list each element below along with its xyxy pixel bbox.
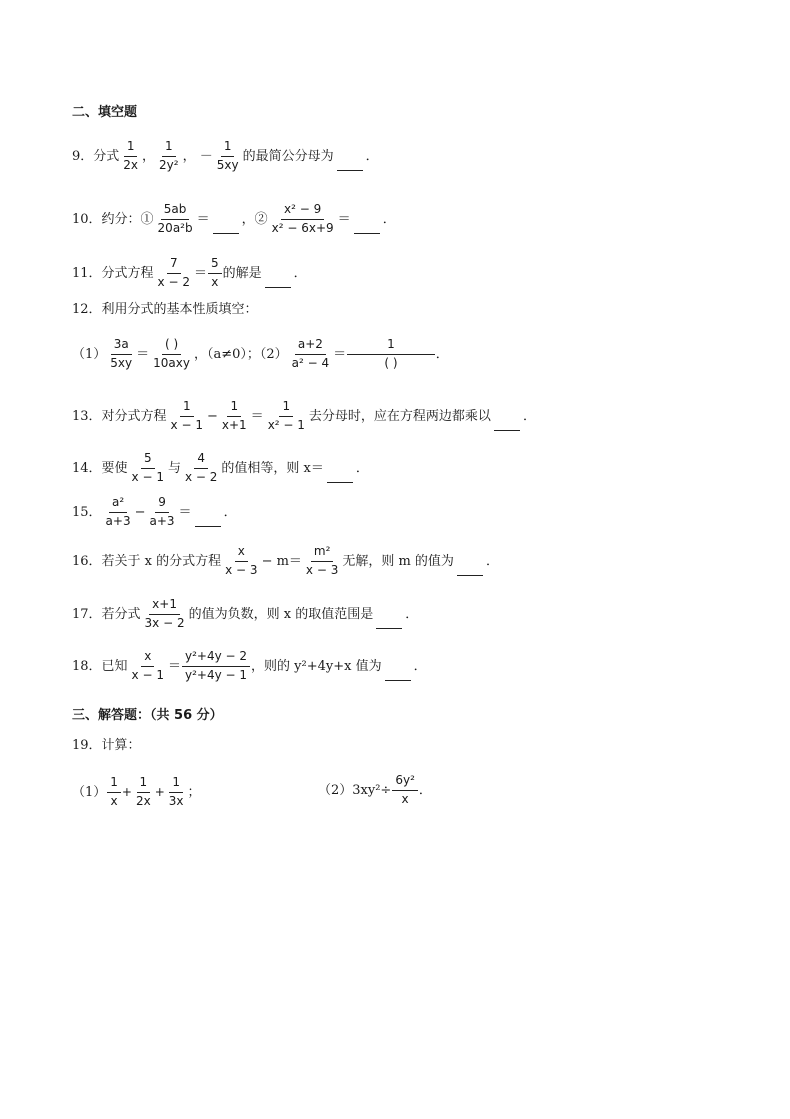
q13-prefix: 13．对分式方程 [72,408,167,424]
q12-f4-num: 1 [347,338,435,355]
q17-suffix: 的值为负数，则 x 的取值范围是 [188,606,374,622]
q14-fraction-2 [182,452,220,485]
q15-answer-blank[interactable] [195,525,221,527]
q11-f2-den: x [211,274,219,289]
q14-mid: 与 [167,460,181,476]
q13-eq: ＝ [250,408,264,424]
q18-f2-num: y²+4y − 2 [182,650,250,667]
q9-answer-blank[interactable] [337,169,363,171]
q16-op: − m＝ [261,553,302,569]
q18-f1-num: x [141,650,154,667]
q10-f1-num: 5ab [161,203,190,220]
q14-end: ． [355,460,369,476]
q10-fraction-1 [155,203,196,236]
q12-f1-num: 3a [111,338,132,355]
q16-suffix: 无解，则 m 的值为 [342,553,454,569]
q18-fraction-1 [129,650,167,683]
q11-f1-num: 7 [167,257,181,274]
q13-f1-num: 1 [180,400,194,417]
q12-fraction-1 [107,338,135,371]
q19a-op-2: + [154,785,165,800]
q19-part-2-label: （2）3xy²÷ [318,782,392,798]
q12-eq-1: ＝ [136,346,150,362]
q17-prefix: 17．若分式 [72,606,141,622]
q16-fraction-1 [222,545,260,578]
question-12-parts [72,338,449,371]
q13-f1-den: x − 1 [170,417,203,432]
q11-suffix: 的解是 [222,265,262,281]
q18-suffix: ，则的 y²+4y+x 值为 [251,658,382,674]
q10-prefix: 10．约分：① [72,211,154,227]
q16-f1-num: x [235,545,248,562]
q15-fraction-2 [147,496,178,529]
question-18 [72,650,427,683]
question-17 [72,598,418,631]
q12-fraction-3 [289,338,332,371]
q9-prefix: 9．分式 [72,148,120,164]
q9-sep1: ， [142,148,156,164]
q19-text: 19．计算： [72,738,141,753]
q9-f1-num: 1 [124,140,138,157]
q17-f1-num: x+1 [149,598,180,615]
q16-end: ． [485,553,499,569]
q18-eq: ＝ [167,658,181,674]
question-19-part-2 [318,774,432,807]
q9-f2-den: 2y² [159,157,179,172]
q13-fraction-1 [168,400,206,433]
q9-f2-num: 1 [162,140,176,157]
q13-f2-num: 1 [227,400,241,417]
q10-fraction-2 [269,203,337,236]
q18-f1-den: x − 1 [131,667,164,682]
section-3-heading [72,709,223,722]
q17-end: ． [405,606,419,622]
q9-sep2: ， － [182,148,213,164]
q13-suffix: 去分母时，应在方程两边都乘以 [308,408,491,424]
q9-suffix: 的最简公分母为 [242,148,334,164]
q19a-fraction-2 [133,776,154,809]
q9-end: ． [365,148,379,164]
q19a-f3-num: 1 [169,776,183,793]
q16-f2-num: m² [311,545,334,562]
q12-f3-num: a+2 [295,338,326,355]
q12-text: 12．利用分式的基本性质填空： [72,302,258,317]
q16-f1-den: x − 3 [225,562,258,577]
q10-f1-den: 20a²b [157,220,193,235]
q17-fraction-1 [142,598,188,631]
q9-fraction-1 [120,140,141,173]
q18-end: ． [413,658,427,674]
q12-f4-den-blank[interactable]: ( ) [384,355,398,370]
q13-op: − [206,408,218,424]
q19a-f2-den: 2x [135,793,151,808]
q15-eq: ＝ [178,504,192,520]
q14-f2-den: x − 2 [184,469,218,484]
q19b-f1-num: 6y² [392,774,418,791]
q19-part-1-label: （1） [72,784,107,800]
q18-f2-den: y²+4y − 1 [184,667,248,682]
q11-fraction-2 [208,257,222,290]
q10-f2-den: x² − 6x+9 [271,220,334,235]
q12-f3-den: a² − 4 [291,355,330,370]
q10-answer-blank-1[interactable] [213,232,239,234]
q15-prefix: 15． [72,504,102,520]
q19a-f2-num: 1 [137,776,151,793]
q11-end: ． [293,265,307,281]
q9-fraction-3 [214,140,242,173]
q19a-fraction-3 [166,776,187,809]
q19a-f1-num: 1 [107,776,121,793]
question-14 [72,452,369,485]
q14-fraction-1 [129,452,167,485]
q12-fraction-2 [150,338,193,371]
q17-answer-blank[interactable] [376,627,402,629]
q12-f2-den: 10axy [153,355,190,370]
q12-fraction-4 [347,338,435,371]
q13-f3-den: x² − 1 [267,417,305,432]
q16-fraction-2 [303,545,341,578]
q11-answer-blank[interactable] [265,286,291,288]
q14-f2-num: 4 [194,452,208,469]
q19b-f1-den: x [401,791,409,806]
q10-eq-2: ＝ [337,211,351,227]
q15-f2-num: 9 [155,496,169,513]
q19a-f1-den: x [110,793,118,808]
q19b-end: ． [418,782,432,798]
q13-f3-num: 1 [279,400,293,417]
q10-answer-blank-2[interactable] [354,232,380,234]
q17-f1-den: 3x − 2 [144,615,185,630]
q13-fraction-3 [265,400,308,433]
section-3-title: 三、解答题：（共 56 分） [72,708,223,723]
q14-suffix: 的值相等，则 x＝ [221,460,324,476]
q18-answer-blank[interactable] [385,679,411,681]
q11-f1-den: x − 2 [157,274,190,289]
q15-f1-den: a+3 [105,513,131,528]
question-9 [72,140,379,173]
q19b-fraction-1 [392,774,418,807]
q15-f2-den: a+3 [149,513,175,528]
q14-prefix: 14．要使 [72,460,128,476]
question-19 [72,739,141,752]
question-11 [72,257,307,290]
q11-f2-num: 5 [208,257,222,274]
q13-end: ． [522,408,536,424]
q14-f1-den: x − 1 [131,469,164,484]
question-16 [72,545,499,578]
q12-f2-num-blank[interactable]: ( ) [162,338,181,355]
q12-condition: ，（a≠0）；（2） [193,346,288,362]
q16-prefix: 16．若关于 x 的分式方程 [72,553,222,569]
q12-eq-2: ＝ [333,346,347,362]
q15-op: − [134,504,146,520]
q12-part-1-label: （1） [72,346,107,362]
q9-f1-den: 2x [123,157,139,172]
question-13 [72,400,536,433]
q18-prefix: 18．已知 [72,658,128,674]
q13-fraction-2 [219,400,250,433]
q15-f1-num: a² [109,496,127,513]
q10-eq-1: ＝ [196,211,210,227]
question-19-part-1 [72,776,201,809]
q12-f1-den: 5xy [110,355,133,370]
q11-fraction-1 [155,257,193,290]
q19a-end: ； [187,784,201,800]
question-15 [72,496,237,529]
q10-f2-num: x² − 9 [281,203,324,220]
q14-f1-num: 5 [141,452,155,469]
q19a-op-1: + [121,785,132,800]
section-2-title: 二、填空题 [72,105,138,120]
q15-end: ． [223,504,237,520]
section-2-heading [72,106,137,119]
question-12 [72,303,258,316]
q19a-f3-den: 3x [168,793,184,808]
q11-prefix: 11．分式方程 [72,265,154,281]
q14-answer-blank[interactable] [327,481,353,483]
q15-fraction-1 [103,496,134,529]
q13-answer-blank[interactable] [494,429,520,431]
q10-sep: ，② [241,211,268,227]
q16-answer-blank[interactable] [457,574,483,576]
q18-fraction-2 [182,650,250,683]
question-10 [72,203,396,236]
q9-f3-num: 1 [221,140,235,157]
q13-f2-den: x+1 [221,417,247,432]
q10-end: ． [382,211,396,227]
q9-fraction-2 [156,140,182,173]
q11-eq: ＝ [193,265,207,281]
q9-f3-den: 5xy [216,157,239,172]
q19a-fraction-1 [107,776,121,809]
q12-end: ． [435,346,449,362]
q16-f2-den: x − 3 [305,562,339,577]
